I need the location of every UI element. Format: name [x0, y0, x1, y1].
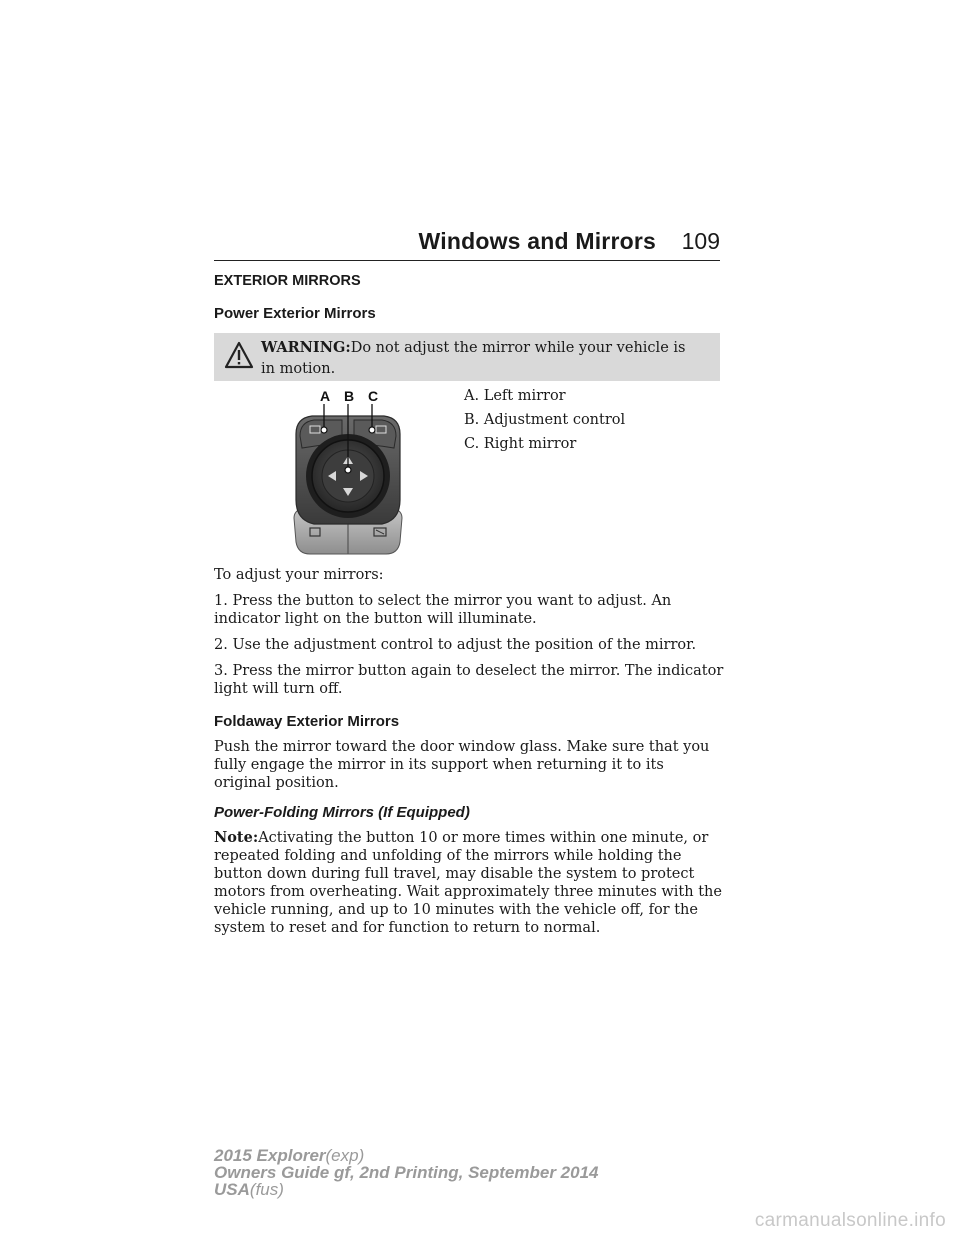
warning-text: [261, 337, 700, 380]
footer-model: 2015 Explorer: [214, 1146, 326, 1165]
warning-triangle-icon: [224, 341, 254, 369]
page-content: [214, 272, 724, 937]
warning-box: [214, 333, 720, 381]
legend-item-b: B. Adjustment control: [464, 412, 626, 428]
power-mirrors-title: Power Exterior Mirrors: [214, 305, 376, 322]
figure-label-a: A: [320, 390, 331, 404]
legend-item-c: C. Right mirror: [464, 436, 577, 452]
section-title: EXTERIOR MIRRORS: [214, 273, 361, 289]
step-1: 1. Press the button to select the mirror you want to adjust. An indicator light on the button will illuminate.: [214, 593, 672, 627]
mirror-control-figure-block: [214, 383, 724, 558]
footer-line-1: [214, 1147, 598, 1164]
page-header: [214, 226, 720, 261]
footer-line-3: [214, 1181, 598, 1198]
figure-label-b: B: [344, 390, 355, 404]
figure-legend: [464, 387, 625, 459]
footer-model-code: (exp): [325, 1146, 365, 1165]
footer-region-code: (fus): [249, 1180, 284, 1199]
power-folding-note: [214, 829, 724, 937]
foldaway-title: Foldaway Exterior Mirrors: [214, 713, 400, 730]
step-3: 3. Press the mirror button again to deselect the mirror. The indicator light will turn off.: [214, 663, 724, 697]
warning-label: WARNING:: [261, 339, 351, 356]
page-footer: [214, 1147, 598, 1198]
page-number: 109: [681, 228, 720, 254]
warning-message: Do not adjust the mirror while your vehicle is in motion.: [261, 340, 686, 377]
site-watermark: carmanualsonline.info: [754, 1210, 946, 1231]
chapter-title: Windows and Mirrors: [418, 228, 656, 254]
note-text: Activating the button 10 or more times within one minute, or repeated folding and unfolding of the mirrors while holding the button down during full travel, may disable the system to protect motors from overheating. Wait approximately three minutes with the vehicle running, and up to 10 minutes with the vehicle off, for the system to reset and for function to return to normal.: [214, 830, 722, 936]
footer-line-2: Owners Guide gf, 2nd Printing, September 2014: [214, 1163, 599, 1182]
mirror-control-illustration: [290, 390, 406, 558]
foldaway-text: Push the mirror toward the door window glass. Make sure that you fully engage the mirror in its support when returning it to its original position.: [214, 739, 710, 791]
power-folding-title: Power-Folding Mirrors (If Equipped): [214, 804, 470, 821]
footer-region: USA: [214, 1180, 250, 1199]
adjust-intro: To adjust your mirrors:: [214, 567, 384, 583]
legend-item-a: A. Left mirror: [464, 388, 566, 404]
step-2: 2. Use the adjustment control to adjust the position of the mirror.: [214, 637, 697, 653]
note-label: Note:: [214, 829, 259, 846]
figure-label-c: C: [368, 390, 379, 404]
